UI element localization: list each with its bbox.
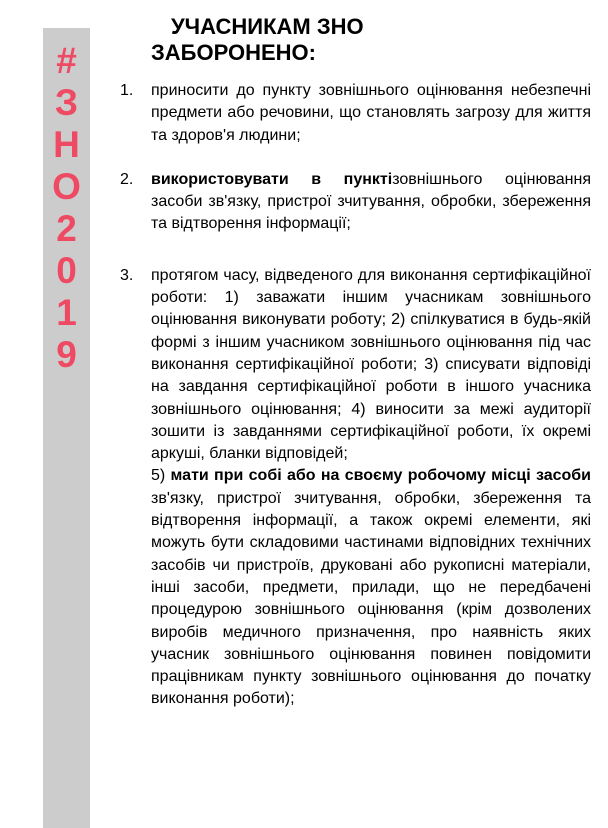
- list-item-3: [113, 265, 591, 711]
- hashtag-char: 1: [56, 292, 77, 333]
- item-text: приносити до пункту зовнішнього оцінювання небезпечні предмети або речовини, що становлять загрозу для життя та здоров'я людини;: [151, 82, 591, 144]
- hashtag-char: 2: [56, 208, 77, 249]
- hashtag-char: #: [56, 40, 77, 81]
- item-number: 3.: [120, 266, 134, 284]
- page-title-line2: ЗАБОРОНЕНО:: [151, 40, 316, 65]
- hashtag-char: Н: [53, 124, 80, 165]
- page-title: [151, 14, 364, 66]
- item-number: 1.: [120, 82, 134, 99]
- list-item-2: [113, 169, 591, 236]
- sub-item-text: зв'язку, пристрої зчитування, обробки, збереження та відтворення інформації, а також окремі елементи, які можуть бути складовими частинами відповідних технічних засобів чи пристроїв, друковані або рукописні матеріали, інші засоби, предмети, прилади, що не передбачені процедурою зовнішнього оцінювання (крім дозволених виробів медичного призначення, про наявність яких учасник зовнішнього оцінювання повинен повідомити працівникам пункту зовнішнього оцінювання до початку виконання роботи);: [151, 489, 591, 708]
- sub-item-prefix: 5): [151, 467, 171, 485]
- item-text: зовнішнього оцінювання засоби зв'язку, пристрої зчитування, обробки, збереження та відтворення інформації;: [151, 170, 592, 233]
- hashtag-zno2019: [43, 40, 90, 376]
- sub-item-bold-text: мати при собі або на своєму робочому місці засоби: [170, 467, 591, 485]
- list-item-1: [113, 80, 591, 147]
- hashtag-char: 9: [56, 334, 77, 375]
- prohibitions-list: [113, 80, 591, 711]
- item-text: протягом часу, відведеного для виконання сертифікаційної роботи: 1) заважати іншим учасникам зовнішнього оцінювання виконувати роботу; 2) спілкуватися в будь-якій формі з іншим учасником зовнішнього оцінювання під час виконання сертифікаційної роботи; 3) списувати відповіді на завдання сертифікаційної роботи в іншого учасника зовнішнього оцінювання; 4) виносити за межі аудиторії зошити із завданнями сертифікаційної роботи, їх окремі аркуші, бланки відповідей;: [151, 266, 591, 463]
- page-title-line1: УЧАСНИКАМ ЗНО: [171, 14, 364, 39]
- sidebar-banner: [43, 28, 90, 828]
- item-bold-text: використовувати в пункті: [151, 170, 393, 188]
- item-number: 2.: [120, 170, 134, 188]
- hashtag-char: З: [54, 82, 79, 123]
- hashtag-char: 0: [56, 250, 77, 291]
- sub-item-5: [151, 465, 591, 710]
- hashtag-char: О: [52, 166, 81, 207]
